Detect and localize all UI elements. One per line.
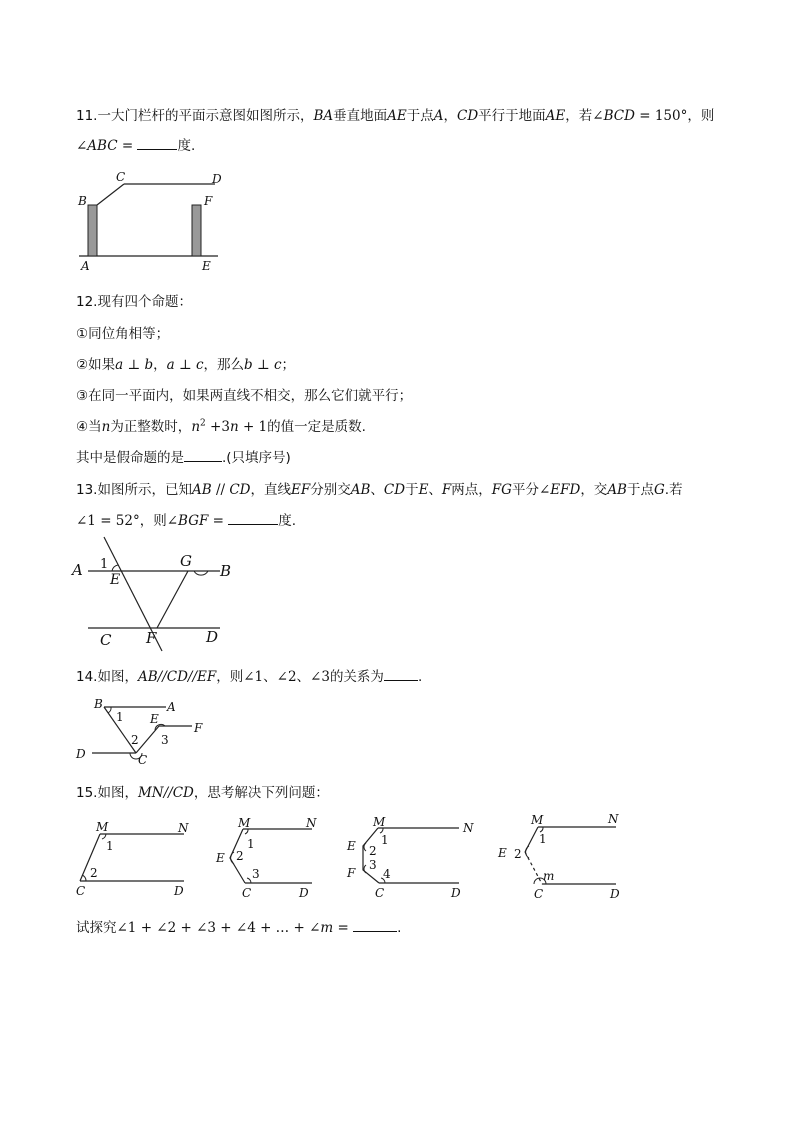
q13-label-A: A [72,561,83,579]
q15f4-label-C: C [534,887,544,901]
q15f2-label-1: 1 [247,837,255,851]
q15-figure-2 [212,815,332,901]
q15f3-label-F: F [347,866,356,880]
q15-answer-blank[interactable] [353,919,397,932]
q14-label-2: 2 [131,733,139,747]
q11-label-F: F [204,194,213,208]
q11-line2: ∠ABC = 度. [76,138,196,154]
q15-figure-4 [496,812,636,904]
q12-answer-blank[interactable] [184,449,222,462]
q12-stem: 12.现有四个命题： [76,294,192,310]
q15f2-label-E: E [216,851,225,865]
q13-label-D: D [206,628,219,646]
q14-label-D: D [76,747,86,761]
q15f2-label-M: M [238,816,251,830]
q15f1-label-1: 1 [106,839,114,853]
q12-prop2: ②如果a ⊥ b，a ⊥ c，那么b ⊥ c； [76,357,296,373]
q15f4-label-1: 1 [539,832,547,846]
q14-label-A: A [167,700,176,714]
q11-label-E: E [202,259,211,273]
q12-prop4: ④当n为正整数时，$n^2 +3n + 1$的值一定是质数. [76,418,366,435]
q15f4-label-E: E [498,846,507,860]
q14-label-E: E [150,712,159,726]
q14-answer-blank[interactable] [384,668,418,681]
q15f3-label-M: M [373,815,386,829]
q13-line2: ∠1 = 52°，则∠BGF = 度. [76,513,297,529]
q11-figure [76,170,226,276]
q15-figure-1 [72,818,202,900]
q15f3-label-1: 1 [381,833,389,847]
q11-line1: 11.一大门栏杆的平面示意图如图所示，BA垂直地面AE于点A，CD平行于地面AE，若∠BCD = 150°，则 [76,108,715,124]
q15f4-label-2: 2 [514,847,522,861]
q13-label-1: 1 [100,557,109,572]
q14-label-B: B [94,697,103,711]
q15f4-label-M: M [531,813,544,827]
q14-label-3: 3 [161,733,169,747]
q15f1-label-M: M [96,820,109,834]
q11-label-C: C [116,170,126,184]
q12-answer-line: 其中是假命题的是 .(只填序号) [76,450,291,466]
q14-label-F: F [194,721,203,735]
q14-label-1: 1 [116,710,124,724]
q15f2-label-3: 3 [252,867,260,881]
q15f1-label-D: D [174,884,184,898]
q11-answer-blank[interactable] [137,137,177,150]
q15-line2: 试探究∠1 + ∠2 + ∠3 + ∠4 + … + ∠m = . [76,920,402,936]
q15f1-label-C: C [76,884,86,898]
q13-label-E: E [110,572,121,588]
q13-answer-blank[interactable] [228,512,278,525]
q15f3-label-E: E [347,839,356,853]
q13-label-B: B [220,562,232,580]
q15f3-label-C: C [375,886,385,900]
q15f3-label-4: 4 [383,867,391,881]
q15f2-label-C: C [242,886,252,900]
q15f3-label-2: 2 [369,844,377,858]
q15f4-label-m: m [543,869,555,883]
q12-prop1: ①同位角相等； [76,326,170,342]
q15f4-label-N: N [608,812,619,826]
q14-label-C: C [138,753,148,767]
q15f1-label-N: N [178,821,189,835]
q11-label-A: A [81,259,90,273]
q13-line1: 13.如图所示，已知AB // CD，直线EF分别交AB、CD于E、F两点，FG平分∠EFD，交AB于点G.若 [76,482,683,498]
q15f2-label-N: N [306,816,317,830]
q13-label-G: G [180,552,192,570]
q11-label-B: B [78,194,87,208]
q15f2-label-2: 2 [236,849,244,863]
q12-prop3: ③在同一平面内，如果两直线不相交，那么它们就平行； [76,388,413,404]
q15-line1: 15.如图，MN//CD，思考解决下列问题： [76,785,329,801]
q14-line1: 14.如图，AB//CD//EF，则∠1、∠2、∠3的关系为 . [76,669,423,685]
q13-label-F: F [146,629,157,647]
q11-label-D: D [212,172,222,186]
q15f3-label-D: D [451,886,461,900]
q14-figure [74,694,214,766]
q13-figure [70,535,240,655]
q15f3-label-N: N [463,821,474,835]
q15f1-label-2: 2 [90,866,98,880]
q15f3-label-3: 3 [369,858,377,872]
q15f4-label-D: D [610,887,620,901]
q15-figure-3 [345,813,485,903]
q15f2-label-D: D [299,886,309,900]
q13-label-C: C [100,631,112,649]
